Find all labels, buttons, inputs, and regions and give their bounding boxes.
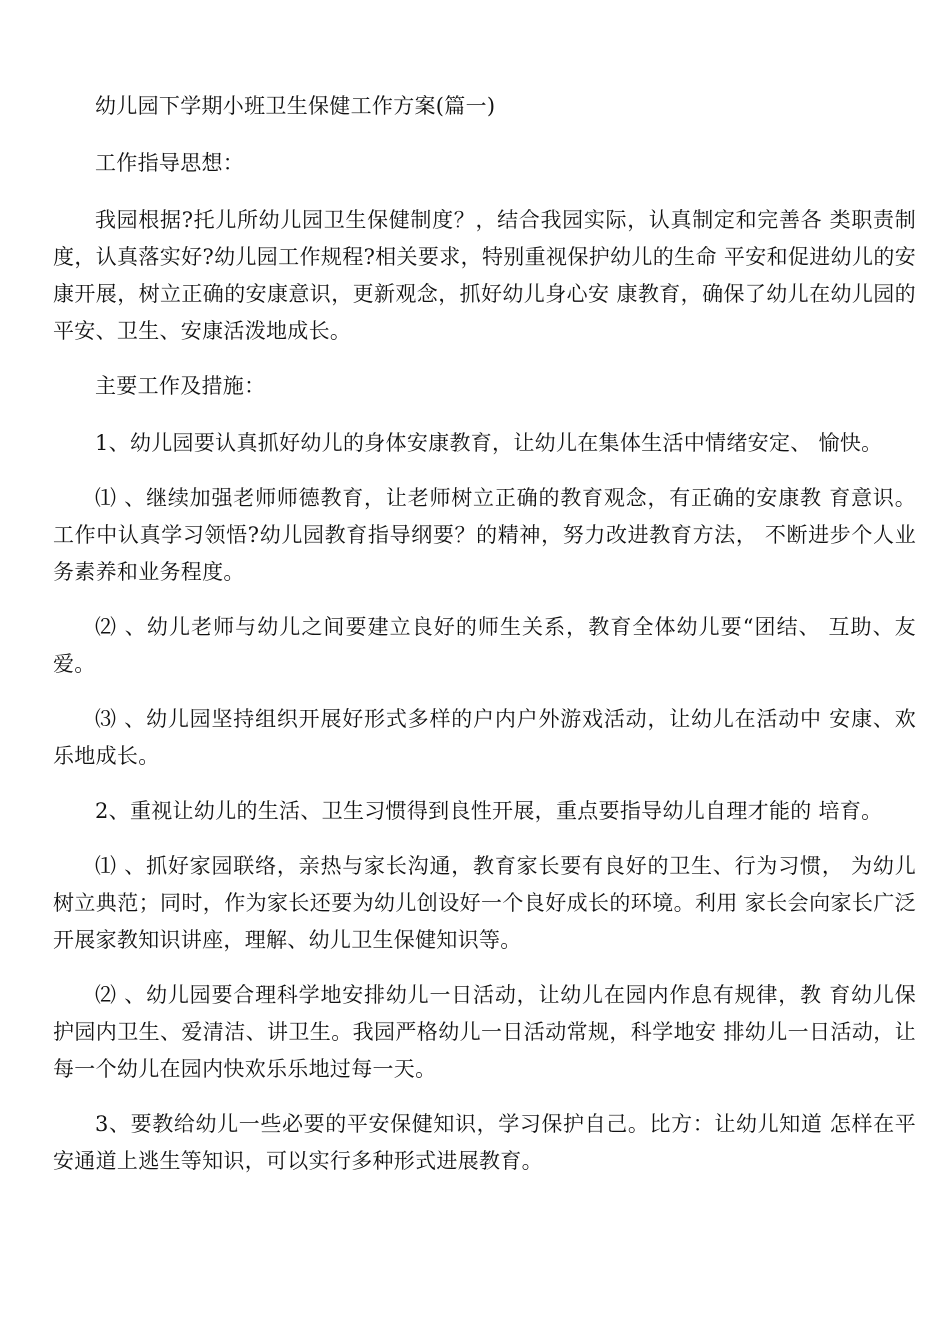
paragraph-item-1-3: ⑶ 、幼儿园坚持组织开展好形式多样的户内户外游戏活动，让幼儿在活动中 安康、欢乐地成长。 <box>53 707 916 768</box>
document-title: 幼儿园下学期小班卫生保健工作方案(篇一) <box>95 94 496 118</box>
section-heading-main-work: 主要工作及措施： <box>95 374 266 398</box>
paragraph-item-2-2: ⑵ 、幼儿园要合理科学地安排幼儿一日活动，让幼儿在园内作息有规律，教 育幼儿保护园内卫生、爱清洁、讲卫生。我园严格幼儿一日活动常规，科学地安 排幼儿一日活动，让每一个幼儿在园内快欢乐乐地过每一天。 <box>53 983 916 1081</box>
section-heading-guiding-thought: 工作指导思想： <box>95 151 245 175</box>
paragraph-intro: 我园根据?托儿所幼儿园卫生保健制度？，结合我园实际，认真制定和完善各 类职责制度，认真落实好?幼儿园工作规程?相关要求，特别重视保护幼儿的生命 平安和促进幼儿的安康开展，树立正确的安康意识，更新观念，抓好幼儿身心安 康教育，确保了幼儿在幼儿园的平安、卫生、安康活泼地成长。 <box>53 208 916 343</box>
document-body <box>53 88 916 1198</box>
paragraph-item-2: 2、重视让幼儿的生活、卫生习惯得到良性开展，重点要指导幼儿自理才能的 培育。 <box>95 799 883 823</box>
paragraph-item-1-2: ⑵ 、幼儿老师与幼儿之间要建立良好的师生关系，教育全体幼儿要“团结、 互助、友爱。 <box>53 615 916 676</box>
paragraph-item-2-1: ⑴ 、抓好家园联络，亲热与家长沟通，教育家长要有良好的卫生、行为习惯， 为幼儿树立典范；同时，作为家长还要为幼儿创设好一个良好成长的环境。利用 家长会向家长广泛开展家教知识讲座，理解、幼儿卫生保健知识等。 <box>53 854 916 952</box>
paragraph-item-3: 3、要教给幼儿一些必要的平安保健知识，学习保护自己。比方：让幼儿知道 怎样在平安通道上逃生等知识，可以实行多种形式进展教育。 <box>53 1112 916 1173</box>
paragraph-item-1: 1、幼儿园要认真抓好幼儿的身体安康教育，让幼儿在集体生活中情绪安定、 愉快。 <box>95 431 883 455</box>
paragraph-item-1-1: ⑴ 、继续加强老师师德教育，让老师树立正确的教育观念，有正确的安康教 育意识。工作中认真学习领悟?幼儿园教育指导纲要？的精神，努力改进教育方法， 不断进步个人业务素养和业务程度。 <box>53 486 916 584</box>
